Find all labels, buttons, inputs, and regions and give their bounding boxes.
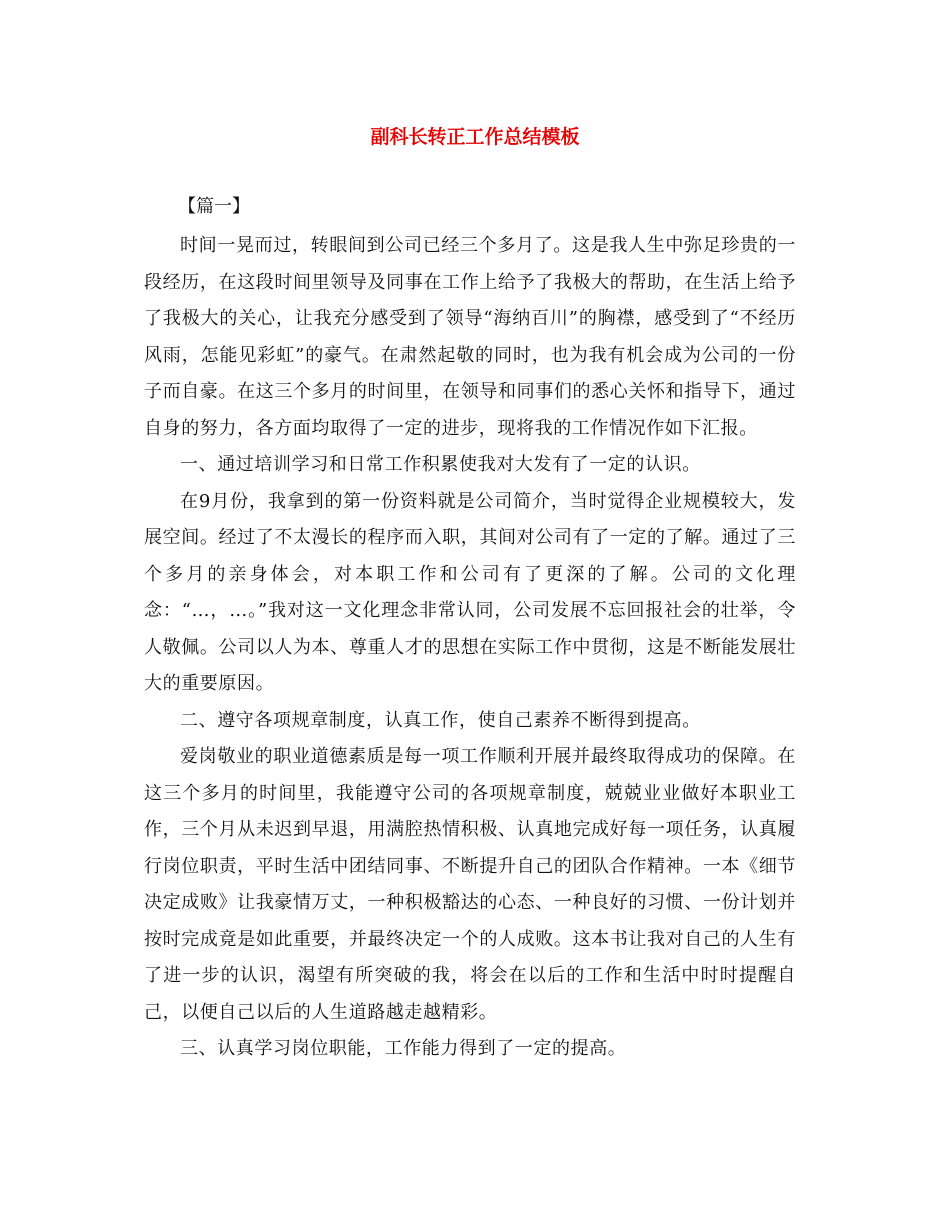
section-label: 【篇一】 xyxy=(178,196,250,217)
heading-point-three: 三、认真学习岗位职能，工作能力得到了一定的提高。 xyxy=(180,1038,627,1059)
paragraph-company-culture: 在9月份，我拿到的第一份资料就是公司简介，当时觉得企业规模较大，发展空间。经过了不太漫长的程序而入职，其间对公司有了一定的了解。通过了三个多月的亲身体会，对本职工作和公司有了更深的了解。公司的文化理念：“…，…。”我对这一文化理念非常认同，公司发展不忘回报社会的壮举，令人敬佩。公司以人为本、尊重人才的思想在实际工作中贯彻，这是不断能发展壮大的重要原因。 xyxy=(144,490,796,694)
heading-point-two: 二、遵守各项规章制度，认真工作，使自己素养不断得到提高。 xyxy=(180,709,701,731)
document-body xyxy=(144,228,796,1068)
paragraph-intro: 时间一晃而过，转眼间到公司已经三个多月了。这是我人生中弥足珍贵的一段经历，在这段时间里领导及同事在工作上给予了我极大的帮助，在生活上给予了我极大的关心，让我充分感受到了领导“海纳百川”的胸襟，感受到了“不经历风雨，怎能见彩虹”的豪气。在肃然起敬的同时，也为我有机会成为公司的一份子而自豪。在这三个多月的时间里，在领导和同事们的悉心关怀和指导下，通过自身的努力，各方面均取得了一定的进步，现将我的工作情况作如下汇报。 xyxy=(144,235,796,439)
heading-point-one: 一、通过培训学习和日常工作积累使我对大发有了一定的认识。 xyxy=(180,454,701,475)
document-title: 副科长转正工作总结模板 xyxy=(370,126,580,148)
paragraph-work-ethic: 爱岗敬业的职业道德素质是每一项工作顺利开展并最终取得成功的保障。在这三个多月的时间里，我能遵守公司的各项规章制度，兢兢业业做好本职业工作，三个月从未迟到早退，用满腔热情积极、认真地完成好每一项任务，认真履行岗位职责，平时生活中团结同事、不断提升自己的团队合作精神。一本《细节决定成败》让我豪情万丈，一种积极豁达的心态、一种良好的习惯、一份计划并按时完成竟是如此重要，并最终决定一个的人成败。这本书让我对自己的人生有了进一步的认识，渴望有所突破的我，将会在以后的工作和生活中时时提醒自己，以便自己以后的人生道路越走越精彩。 xyxy=(144,746,796,1023)
